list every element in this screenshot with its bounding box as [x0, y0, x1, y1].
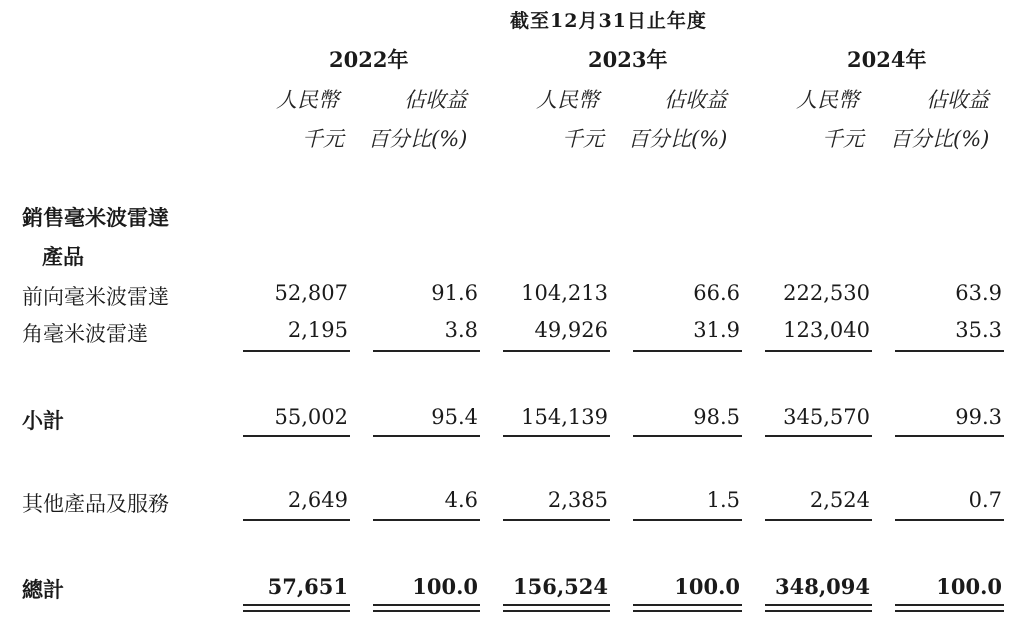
cell-pct-2024: 35.3: [955, 318, 1002, 342]
underline-rmb-2023: [503, 435, 610, 437]
cell-pct-2023: 100.0: [674, 574, 740, 599]
underline-rmb-2024: [765, 519, 872, 521]
cell-pct-2024: 99.3: [955, 405, 1002, 429]
underline-pct-2022: [373, 350, 480, 352]
col-unit-2022: 千元: [302, 127, 344, 151]
row-label: 前向毫米波雷達: [22, 285, 169, 309]
underline-rmb-2024: [765, 350, 872, 352]
section-title-line2: 產品: [42, 244, 84, 269]
col-rmb-2024: 人民幣: [796, 88, 859, 112]
double-underline-pct-2022: [373, 604, 480, 612]
cell-rmb-2022: 52,807: [274, 281, 348, 305]
cell-rmb-2024: 222,530: [783, 281, 870, 305]
cell-pct-2022: 100.0: [412, 574, 478, 599]
underline-pct-2024: [895, 435, 1004, 437]
row-label: 總計: [22, 577, 64, 602]
cell-pct-2022: 4.6: [444, 488, 478, 512]
double-underline-pct-2023: [633, 604, 742, 612]
cell-rmb-2024: 2,524: [809, 488, 870, 512]
double-underline-pct-2024: [895, 604, 1004, 612]
cell-rmb-2023: 104,213: [521, 281, 608, 305]
col-pct-2024: 佔收益: [926, 88, 989, 112]
underline-pct-2023: [633, 350, 742, 352]
cell-rmb-2024: 348,094: [775, 574, 870, 599]
underline-pct-2022: [373, 519, 480, 521]
col-pct-2022: 佔收益: [404, 88, 467, 112]
col-unit-2024: 千元: [822, 127, 864, 151]
cell-rmb-2022: 57,651: [267, 574, 348, 599]
underline-rmb-2024: [765, 435, 872, 437]
underline-pct-2022: [373, 435, 480, 437]
year-2023: 2023年: [588, 47, 668, 72]
double-underline-rmb-2024: [765, 604, 872, 612]
cell-pct-2022: 3.8: [444, 318, 478, 342]
col-pct-2023: 佔收益: [664, 88, 727, 112]
underline-pct-2024: [895, 350, 1004, 352]
cell-pct-2024: 63.9: [955, 281, 1002, 305]
underline-rmb-2022: [243, 519, 350, 521]
cell-rmb-2024: 123,040: [783, 318, 870, 342]
cell-rmb-2022: 2,649: [287, 488, 348, 512]
cell-pct-2023: 98.5: [693, 405, 740, 429]
underline-rmb-2023: [503, 350, 610, 352]
cell-pct-2023: 31.9: [693, 318, 740, 342]
underline-rmb-2022: [243, 350, 350, 352]
cell-rmb-2022: 55,002: [274, 405, 348, 429]
double-underline-rmb-2022: [243, 604, 350, 612]
col-pctunit-2023: 百分比(%): [628, 127, 728, 151]
underline-pct-2023: [633, 435, 742, 437]
row-label: 小計: [22, 408, 64, 433]
cell-rmb-2023: 2,385: [547, 488, 608, 512]
cell-pct-2024: 100.0: [936, 574, 1002, 599]
double-underline-rmb-2023: [503, 604, 610, 612]
col-pctunit-2024: 百分比(%): [890, 127, 990, 151]
period-header: 截至12月31日止年度: [510, 10, 707, 32]
underline-rmb-2022: [243, 435, 350, 437]
cell-rmb-2024: 345,570: [783, 405, 870, 429]
cell-pct-2022: 95.4: [431, 405, 478, 429]
row-label: 角毫米波雷達: [22, 322, 148, 346]
cell-rmb-2022: 2,195: [287, 318, 348, 342]
cell-rmb-2023: 156,524: [513, 574, 608, 599]
cell-pct-2024: 0.7: [968, 488, 1002, 512]
cell-rmb-2023: 49,926: [534, 318, 608, 342]
row-label: 其他產品及服務: [22, 492, 169, 516]
year-2022: 2022年: [329, 47, 409, 72]
cell-pct-2022: 91.6: [431, 281, 478, 305]
cell-pct-2023: 66.6: [693, 281, 740, 305]
col-unit-2023: 千元: [562, 127, 604, 151]
col-rmb-2023: 人民幣: [536, 88, 599, 112]
cell-rmb-2023: 154,139: [521, 405, 608, 429]
cell-pct-2023: 1.5: [706, 488, 740, 512]
underline-rmb-2023: [503, 519, 610, 521]
col-rmb-2022: 人民幣: [276, 88, 339, 112]
underline-pct-2024: [895, 519, 1004, 521]
section-title-line1: 銷售毫米波雷達: [22, 205, 169, 230]
col-pctunit-2022: 百分比(%): [368, 127, 468, 151]
year-2024: 2024年: [847, 47, 927, 72]
underline-pct-2023: [633, 519, 742, 521]
